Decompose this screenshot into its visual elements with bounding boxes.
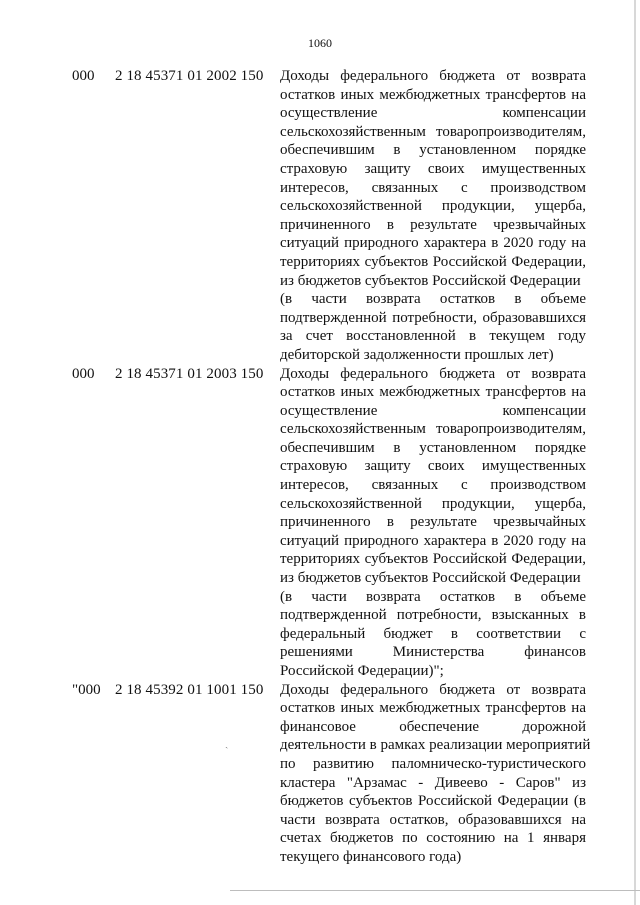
scan-speck: ˎ (225, 738, 229, 749)
page-number: 1060 (308, 36, 332, 50)
description-line: страховую защиту своих имущественных (280, 458, 586, 475)
description-line: остатков иных межбюджетных трансфертов на (280, 384, 586, 401)
description-line: страховую защиту своих имущественных (280, 160, 586, 177)
budget-code-list (0, 67, 640, 867)
budget-classification-code: 2 18 45392 01 1001 150 (115, 681, 264, 698)
description-line: причиненного в результате чрезвычайных (280, 216, 586, 233)
description-line: решениями Министерства финансов (280, 644, 586, 661)
description-line: дебиторской задолженности прошлых лет) (280, 346, 554, 363)
description-line: подтвержденной потребности, образовавшихся (280, 309, 586, 326)
description-line: интересов, связанных с производством (280, 179, 586, 196)
description-line: Российской Федерации)"; (280, 663, 444, 679)
description-line: территориях субъектов Российской Федерации, (280, 551, 586, 568)
description-line: остатков иных межбюджетных трансфертов на (280, 700, 586, 717)
description-line: бюджетов субъектов Российской Федерации (в (280, 793, 586, 810)
description-line: обеспечившим в установленном порядке (280, 439, 586, 456)
budget-classification-code: 2 18 45371 01 2003 150 (115, 365, 264, 382)
description-line: сельскохозяйственной продукции, ущерба, (280, 198, 586, 215)
description-line: из бюджетов субъектов Российской Федерации (280, 272, 581, 289)
description-line: ситуаций природного характера в 2020 году на (280, 235, 586, 252)
income-description (280, 681, 591, 867)
description-line: (в части возврата остатков в объеме (280, 588, 586, 605)
description-line: Доходы федерального бюджета от возврата (280, 68, 586, 84)
description-line: финансовое обеспечение дорожной (280, 718, 586, 735)
description-line: ситуаций природного характера в 2020 году на (280, 532, 586, 549)
budget-classification-code: 2 18 45371 01 2002 150 (115, 68, 264, 84)
budget-code-entry (0, 365, 640, 681)
description-line: интересов, связанных с производством (280, 477, 586, 494)
description-line: остатков иных межбюджетных трансфертов на (280, 86, 586, 103)
income-description (280, 67, 586, 365)
description-line: Доходы федерального бюджета от возврата (280, 365, 586, 382)
description-line: текущего финансового года) (280, 848, 462, 865)
scan-edge-line (230, 890, 640, 891)
description-line: деятельности в рамках реализации мероприятий (280, 737, 591, 754)
administrator-code: "000 (72, 681, 101, 698)
description-line: федеральный бюджет в соответствии с (280, 625, 586, 642)
description-line: сельскохозяйственной продукции, ущерба, (280, 495, 586, 512)
budget-code-entry (0, 681, 640, 867)
description-line: кластера "Арзамас - Дивеево - Саров" из (280, 774, 586, 791)
income-description (280, 365, 586, 681)
description-line: за счет восстановленной в текущем году (280, 328, 586, 345)
description-line: осуществление компенсации (280, 402, 586, 419)
description-line: сельскохозяйственным товаропроизводителям, (280, 421, 586, 438)
description-line: из бюджетов субъектов Российской Федерации (280, 570, 581, 587)
description-line: причиненного в результате чрезвычайных (280, 514, 586, 531)
description-line: (в части возврата остатков в объеме (280, 291, 586, 308)
description-line: по развитию паломническо-туристического (280, 755, 586, 772)
description-line: Доходы федерального бюджета от возврата (280, 681, 586, 698)
description-line: территориях субъектов Российской Федерации, (280, 253, 586, 270)
description-line: осуществление компенсации (280, 105, 586, 122)
description-line: части возврата остатков, образовавшихся на (280, 811, 586, 828)
description-line: обеспечившим в установленном порядке (280, 142, 586, 159)
administrator-code: 000 (72, 365, 95, 382)
description-line: сельскохозяйственным товаропроизводителям, (280, 123, 586, 140)
description-line: счетах бюджетов по состоянию на 1 января (280, 830, 586, 847)
scan-edge-shadow (634, 0, 636, 905)
administrator-code: 000 (72, 68, 95, 84)
budget-code-entry (0, 67, 640, 365)
description-line: подтвержденной потребности, взысканных в (280, 607, 586, 624)
